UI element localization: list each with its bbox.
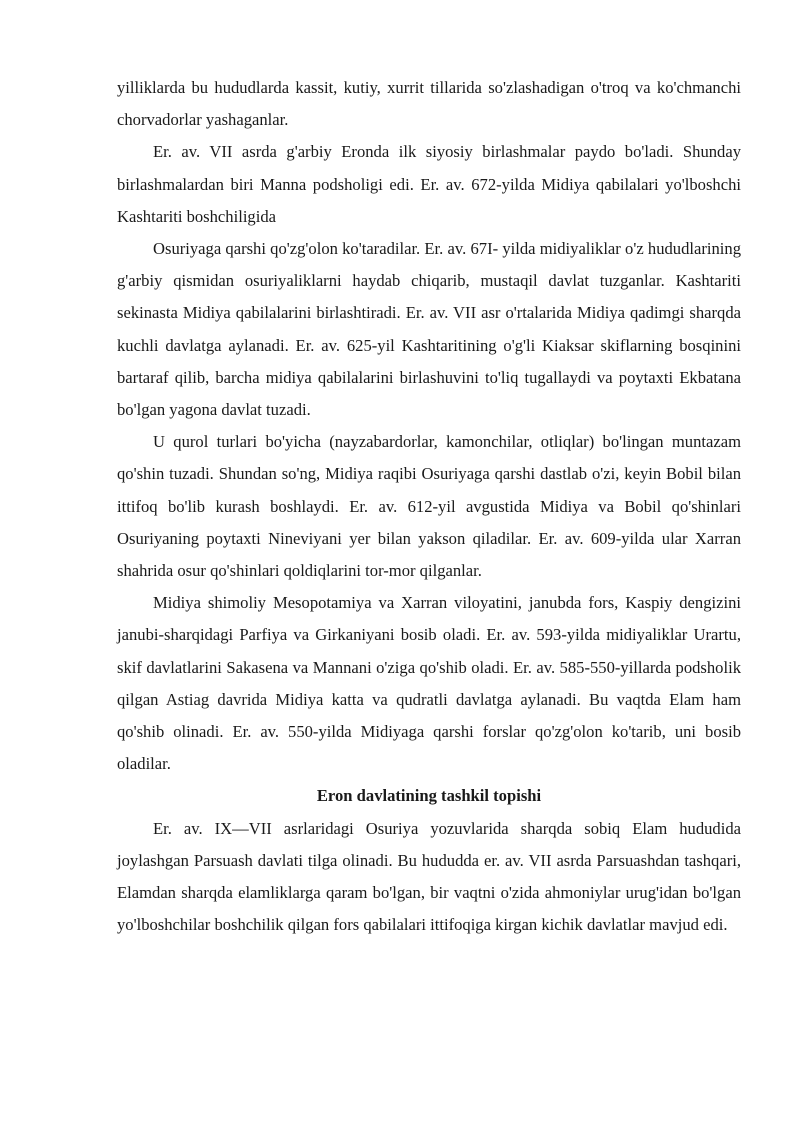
section-heading: Eron davlatining tashkil topishi (316, 786, 542, 806)
document-page (117, 72, 741, 941)
paragraph-army: U qurol turlari bo'yicha (nayzabardorlar, kamonchilar, otliqlar) bo'lingan muntazam qo'shin tuzadi. Shundan so'ng, Midiya raqibi Osuriyaga qarshi dastlab o'zi, keyin Bobil bilan ittifoq bo'lib kurash boshlaydi. Er. av. 612-yil avgustida Midiya va Bobil qo'shinlari Osuriyaning poytaxti Nineviyani yer bilan yakson qiladilar. Er. av. 609-yilda ular Xarran shahrida osur qo'shinlari qoldiqlarini tor-mor qilganlar. (117, 432, 741, 581)
paragraph-continued: yilliklarda bu hududlarda kassit, kutiy, xurrit tillarida so'zlashadigan o'troq va ko'chmanchi chorvadorlar yashaganlar. (117, 78, 741, 130)
paragraph-early-states: Er. av. VII asrda g'arbiy Eronda ilk siyosiy birlashmalar paydo bo'ladi. Shunday birlashmalardan biri Manna podsholigi edi. Er. av. 672-yilda Midiya qabilalari yo'lboshchi Kashtariti boshchiligida (117, 142, 741, 226)
paragraph-media-uprising: Osuriyaga qarshi qo'zg'olon ko'taradilar. Er. av. 67I- yilda midiyaliklar o'z hududlarining g'arbiy qismidan osuriyaliklarni haydab chiqarib, mustaqil davlat tuzganlar. Kashtariti sekinasta Midiya qabilalarini birlashtiradi. Er. av. VII asr o'rtalarida Midiya qadimgi sharqda kuchli davlatga aylanadi. Er. av. 625-yil Kashtaritining o'g'li Kiaksar skiflarning bosqinini bartaraf qilib, barcha midiya qabilalarini birlashuvini to'liq tugallaydi va poytaxti Ekbatana bo'lgan yagona davlat tuzadi. (117, 239, 741, 420)
paragraph-expansion: Midiya shimoliy Mesopotamiya va Xarran viloyatini, janubda fors, Kaspiy dengizini janubi-sharqidagi Parfiya va Girkaniyani bosib oladi. Er. av. 593-yilda midiyaliklar Urartu, skif davlatlarini Sakasena va Mannani o'ziga qo'shib oladi. Er. av. 585-550-yillarda podsholik qilgan Astiag davrida Midiya katta va qudratli davlatga aylanadi. Bu vaqtda Elam ham qo'shib olinadi. Er. av. 550-yilda Midiyaga qarshi forslar qo'zg'olon ko'tarib, uni bosib oladilar. (117, 593, 741, 774)
paragraph-parsuash: Er. av. IX—VII asrlaridagi Osuriya yozuvlarida sharqda sobiq Elam hududida joylashgan Parsuash davlati tilga olinadi. Bu hududda er. av. VII asrda Parsuashdan tashqari, Elamdan sharqda elamliklarga qaram bo'lgan, bir vaqtni o'zida ahmoniylar urug'idan bo'lgan yo'lboshchilar boshchilik qilgan fors qabilalari ittifoqiga kirgan kichik davlatlar mavjud edi. (117, 818, 741, 935)
